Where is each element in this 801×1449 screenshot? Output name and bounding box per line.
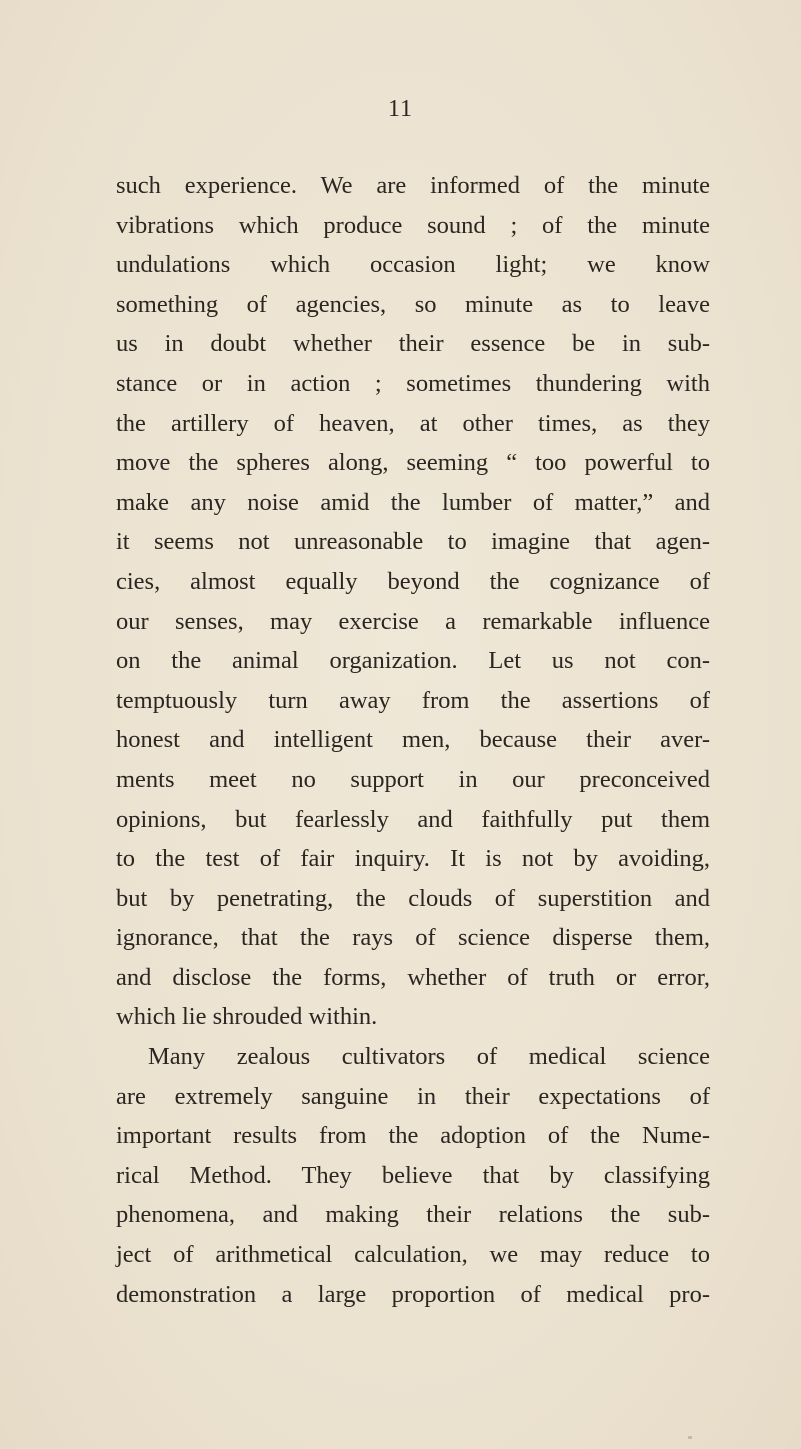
text-line: the artillery of heaven, at other times, as they (116, 409, 710, 437)
page-number: 11 (387, 96, 414, 122)
text-line: demonstration a large proportion of medical pro- (116, 1280, 710, 1308)
paragraph-1 (116, 166, 710, 1037)
text-line: us in doubt whether their essence be in sub- (116, 330, 710, 358)
text-line: move the spheres along, seeming “ too powerful to (116, 449, 710, 477)
text-line: but by penetrating, the clouds of superstition and (116, 884, 710, 912)
body-text (116, 166, 710, 1314)
text-line: ject of arithmetical calculation, we may reduce to (116, 1241, 710, 1269)
text-line: opinions, but fearlessly and faithfully put them (116, 805, 710, 833)
text-line: on the animal organization. Let us not con- (116, 647, 710, 675)
text-line: phenomena, and making their relations the sub- (116, 1201, 710, 1229)
paper-speck (688, 1436, 692, 1439)
text-line: and disclose the forms, whether of truth or error, (116, 963, 710, 991)
text-line: make any noise amid the lumber of matter,” and (116, 488, 710, 516)
text-line: temptuously turn away from the assertions of (116, 686, 710, 714)
text-line: ignorance, that the rays of science disperse them, (116, 924, 710, 952)
text-line: to the test of fair inquiry. It is not by avoiding, (116, 845, 710, 873)
text-line: stance or in action ; sometimes thundering with (116, 369, 710, 397)
text-line: Many zealous cultivators of medical science (148, 1043, 710, 1071)
text-line: our senses, may exercise a remarkable influence (116, 607, 710, 635)
text-line: honest and intelligent men, because their aver- (116, 726, 710, 754)
text-line: important results from the adoption of the Nume- (116, 1122, 710, 1150)
text-line: rical Method. They believe that by classifying (116, 1161, 710, 1189)
text-line: cies, almost equally beyond the cognizance of (116, 567, 710, 595)
text-line: undulations which occasion light; we know (116, 251, 710, 279)
text-line: it seems not unreasonable to imagine that agen- (116, 528, 710, 556)
text-line: which lie shrouded within. (116, 1003, 378, 1031)
paragraph-2 (116, 1037, 710, 1314)
text-line: something of agencies, so minute as to leave (116, 290, 710, 318)
text-line: are extremely sanguine in their expectations of (116, 1082, 710, 1110)
text-line: vibrations which produce sound ; of the minute (116, 211, 710, 239)
text-line: ments meet no support in our preconceived (116, 765, 710, 793)
text-line: such experience. We are informed of the minute (116, 172, 710, 199)
